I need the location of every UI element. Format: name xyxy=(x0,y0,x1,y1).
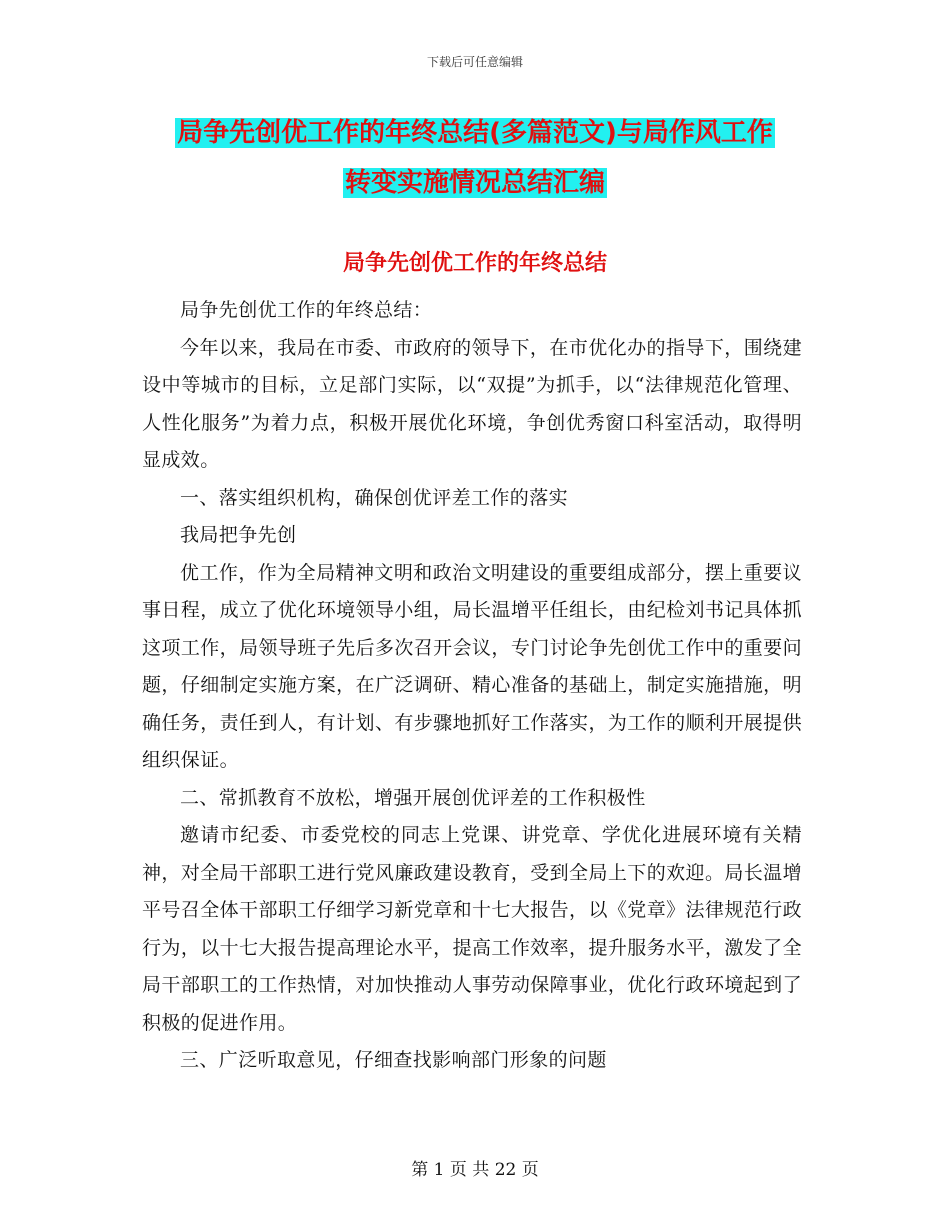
paragraph-heading: 二、常抓教育不放松，增强开展创优评差的工作积极性 xyxy=(180,786,646,809)
page-footer: 第 1 页 共 22 页 xyxy=(411,1160,539,1180)
paragraph-heading: 三、广泛听取意见，仔细查找影响部门形象的问题 xyxy=(180,1049,607,1071)
paragraph: 今年以来，我局在市委、市政府的领导下，在市优化办的指导下，围绕建设中等城市的目标，立足部门实际，以“双提”为抓手，以“法律规范化管理、人性化服务”为着力点，积极开展优化环境，争创优秀窗口科室活动，取得明显成效。 xyxy=(142,336,802,471)
document-title-line1: 局争先创优工作的年终总结(多篇范文)与局作风工作 xyxy=(177,118,773,148)
header-note: 下载后可任意编辑 xyxy=(426,55,523,69)
paragraph: 局争先创优工作的年终总结： xyxy=(180,299,433,321)
document-body xyxy=(142,292,802,1080)
document-title xyxy=(0,108,950,208)
paragraph: 邀请市纪委、市委党校的同志上党课、讲党章、学优化进展环境有关精神，对全局干部职工进行党风廉政建设教育，受到全局上下的欢迎。局长温增平号召全体干部职工仔细学习新党章和十七大报告，以《党章》法律规范行政行为，以十七大报告提高理论水平，提高工作效率，提升服务水平，激发了全局干部职工的工作热情，对加快推动人事劳动保障事业，优化行政环境起到了积极的促进作用。 xyxy=(142,824,802,1034)
paragraph: 我局把争先创 xyxy=(180,524,297,546)
paragraph: 优工作，作为全局精神文明和政治文明建设的重要组成部分，摆上重要议事日程，成立了优化环境领导小组，局长温增平任组长，由纪检刘书记具体抓这项工作，局领导班子先后多次召开会议，专门讨论争先创优工作中的重要问题，仔细制定实施方案，在广泛调研、精心准备的基础上，制定实施措施，明确任务，责任到人，有计划、有步骤地抓好工作落实，为工作的顺利开展提供组织保证。 xyxy=(142,561,802,771)
section-title: 局争先创优工作的年终总结 xyxy=(342,251,607,276)
document-title-line2: 转变实施情况总结汇编 xyxy=(344,168,605,198)
paragraph-heading: 一、落实组织机构，确保创优评差工作的落实 xyxy=(180,486,569,509)
